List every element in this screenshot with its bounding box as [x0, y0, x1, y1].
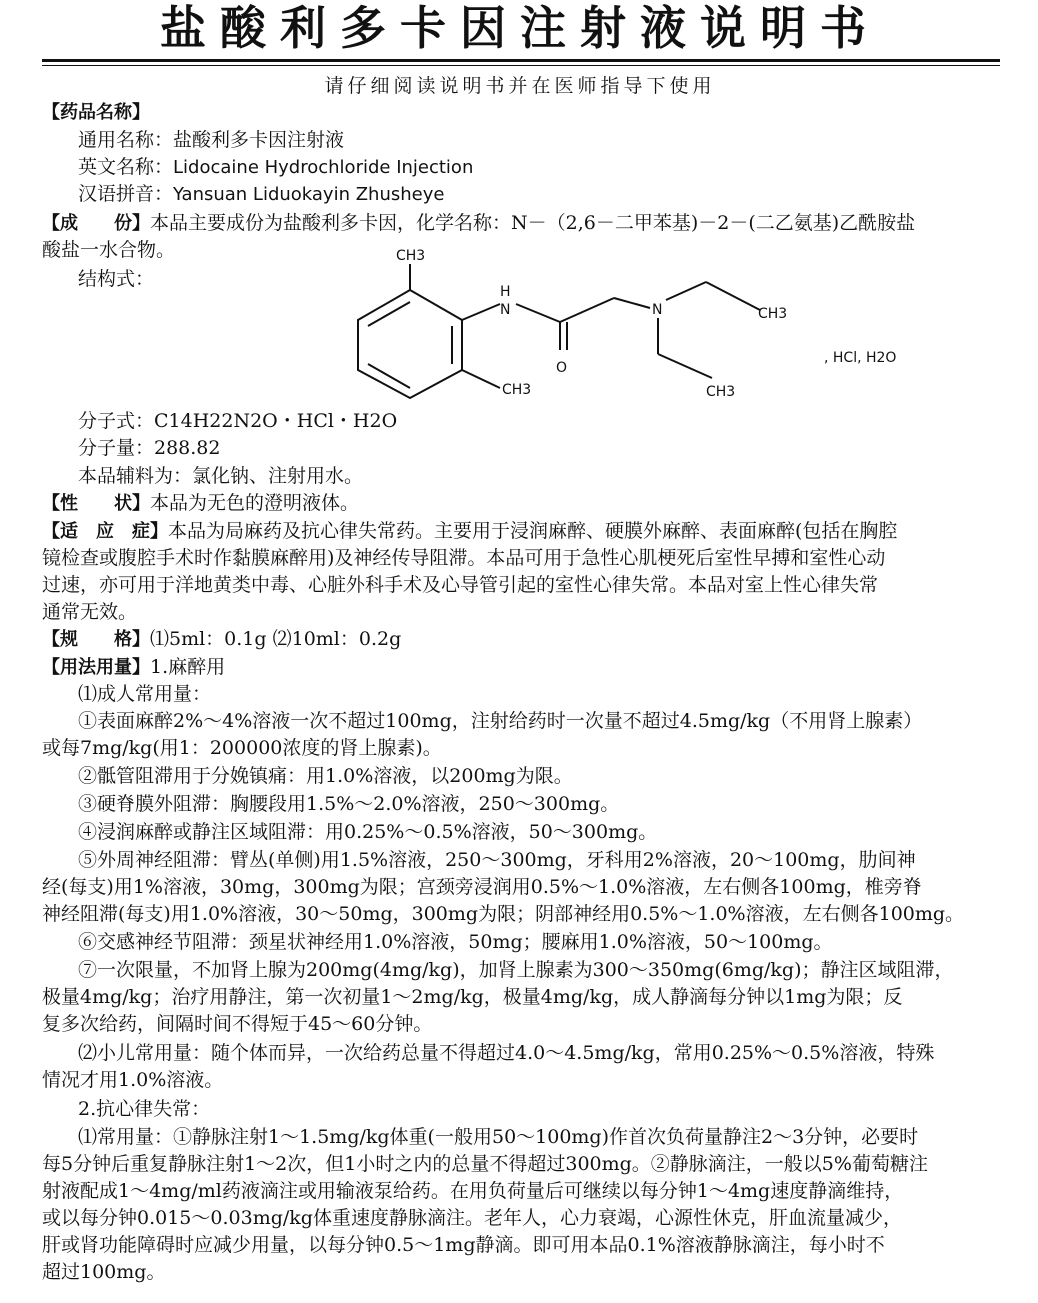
molecular-weight: 分子量：288.82: [78, 437, 221, 459]
benzene-ring: [358, 290, 462, 398]
english-name-label: 英文名称：: [78, 156, 174, 178]
structural-formula-drawing: [340, 238, 940, 406]
dosage-line: ③硬脊膜外阻滞：胸腰段用1.5%～2.0%溶液，250～300mg。: [78, 793, 620, 815]
english-name: Lidocaine Hydrochloride Injection: [173, 157, 474, 178]
dosage-line: 神经阻滞(每支)用1.0%溶液，30～50mg，300mg为限；阴部神经用0.5%～1.0%溶液，左右侧各100mg。: [42, 903, 965, 925]
dosage-line: 每5分钟后重复静脉注射1～2次，但1小时之内的总量不得超过300mg。②静脉滴注，一般以5%葡萄糖注: [42, 1153, 928, 1175]
dosage-line: ④浸润麻醉或静注区域阻滞：用0.25%～0.5%溶液，50～300mg。: [78, 821, 658, 843]
english-name-row: [78, 154, 473, 181]
structure-label: 结构式：: [78, 268, 155, 290]
name-heading: 【药品名称】: [42, 102, 150, 123]
amide-h-label: H: [500, 284, 511, 300]
dosage-line: 超过100mg。: [42, 1261, 166, 1283]
composition-heading: 【成 份】: [42, 213, 150, 234]
dosage-line: ⑴成人常用量：: [78, 683, 212, 705]
indications-text-2: 镜检查或腹腔手术时作黏膜麻醉用)及神经传导阻滞。本品可用于急性心肌梗死后室性早搏和室性心动: [42, 547, 886, 569]
amine-n-label: N: [652, 302, 663, 318]
dosage-line: 射液配成1～4mg/ml药液滴注或用输液泵给药。在用负荷量后可继续以每分钟1～4mg速度静滴维持，: [42, 1180, 904, 1202]
ethyl-methyl-right-label: CH3: [758, 306, 788, 322]
pinyin-label: 汉语拼音：: [78, 183, 174, 205]
amide-n-label: N: [500, 302, 511, 318]
dosage-line: 情况才用1.0%溶液。: [42, 1069, 224, 1091]
methyl-bottom-ring-label: CH3: [502, 382, 532, 398]
dosage-line: ⑦一次限量，不加肾上腺为200mg(4mg/kg)，加肾上腺素为300～350mg(6mg/kg)；静注区域阻滞，: [78, 959, 954, 981]
indications-heading: 【适 应 症】: [42, 521, 168, 542]
spec-heading: 【规 格】: [42, 629, 150, 650]
indications-text-1: 本品为局麻药及抗心律失常药。主要用于浸润麻醉、硬膜外麻醉、表面麻醉(包括在胸腔: [168, 520, 898, 542]
dosage-line: 或每7mg/kg(用1：200000浓度的肾上腺素)。: [42, 737, 442, 759]
dosage-line: 2.抗心律失常：: [78, 1098, 211, 1120]
dosage-line: ⑵小儿常用量：随个体而异，一次给药总量不得超过4.0～4.5mg/kg，常用0.25%～0.5%溶液，特殊: [78, 1042, 935, 1064]
dosage-line: ⑥交感神经节阻滞：颈星状神经用1.0%溶液，50mg；腰麻用1.0%溶液，50～100mg。: [78, 931, 833, 953]
pinyin-row: [78, 181, 444, 208]
dosage-line: 1.麻醉用: [150, 656, 226, 678]
dosage-line: ⑴常用量：①静脉注射1～1.5mg/kg体重(一般用50～100mg)作首次负荷量静注2～3分钟，必要时: [78, 1126, 919, 1148]
indications-row: [42, 518, 897, 545]
title-rule-thick: [42, 59, 1000, 62]
dosage-line: 极量4mg/kg；治疗用静注，第一次初量1～2mg/kg，极量4mg/kg，成人静滴每分钟以1mg为限；反: [42, 986, 903, 1008]
dosage-row: [42, 654, 225, 681]
dosage-heading: 【用法用量】: [42, 657, 150, 678]
appearance-text: 本品为无色的澄明液体。: [150, 492, 360, 514]
appearance-row: [42, 490, 359, 517]
dosage-line: 肝或肾功能障碍时应减少用量，以每分钟0.5～1mg静滴。即可用本品0.1%溶液静脉滴注，每小时不: [42, 1234, 885, 1256]
generic-name: 通用名称：盐酸利多卡因注射液: [78, 129, 345, 151]
indications-text-4: 通常无效。: [42, 601, 138, 623]
dosage-line: 经(每支)用1%溶液，30mg，300mg为限；宫颈旁浸润用0.5%～1.0%溶液，左右侧各100mg，椎旁脊: [42, 876, 922, 898]
composition-text-2: 酸盐一水合物。: [42, 239, 176, 261]
composition-text-1: 本品主要成份为盐酸利多卡因，化学名称：N－（2,6－二甲苯基)－2－(二乙氨基)乙酰胺盐: [150, 212, 916, 234]
molecular-formula: 分子式：C14H22N2O・HCl・H2O: [78, 410, 398, 432]
title-rule-thin: [42, 65, 1000, 66]
spec-row: [42, 626, 401, 653]
indications-text-3: 过速，亦可用于洋地黄类中毒、心脏外科手术及心导管引起的室性心律失常。本品对室上性心律失常: [42, 574, 879, 596]
dosage-line: ①表面麻醉2%～4%溶液一次不超过100mg，注射给药时一次量不超过4.5mg/kg（不用肾上腺素）: [78, 710, 923, 732]
reading-instruction: 请仔细阅读说明书并在医师指导下使用: [324, 75, 716, 97]
methyl-top-label: CH3: [396, 248, 426, 264]
dosage-line: ②骶管阻滞用于分娩镇痛：用1.0%溶液，以200mg为限。: [78, 765, 573, 787]
ethyl-methyl-bottom-label: CH3: [706, 384, 736, 400]
composition-row: [42, 210, 915, 237]
carbonyl-o-label: O: [556, 360, 568, 376]
excipients: 本品辅料为：氯化钠、注射用水。: [78, 465, 364, 487]
dosage-line: 复多次给药，间隔时间不得短于45～60分钟。: [42, 1013, 433, 1035]
appearance-heading: 【性 状】: [42, 493, 150, 514]
pinyin-name: Yansuan Liduokayin Zhusheye: [173, 184, 445, 205]
document-title: 盐酸利多卡因注射液说明书: [160, 1, 880, 55]
dosage-line: ⑤外周神经阻滞：臂丛(单侧)用1.5%溶液，250～300mg，牙科用2%溶液，20～100mg，肋间神: [78, 849, 916, 871]
dosage-line: 或以每分钟0.015～0.03mg/kg体重速度静脉滴注。老年人，心力衰竭，心源性休克，肝血流量减少，: [42, 1207, 902, 1229]
spec-text: ⑴5ml：0.1g ⑵10ml：0.2g: [150, 628, 402, 650]
salt-label: , HCl, H2O: [824, 350, 897, 366]
structural-formula: [340, 238, 940, 406]
